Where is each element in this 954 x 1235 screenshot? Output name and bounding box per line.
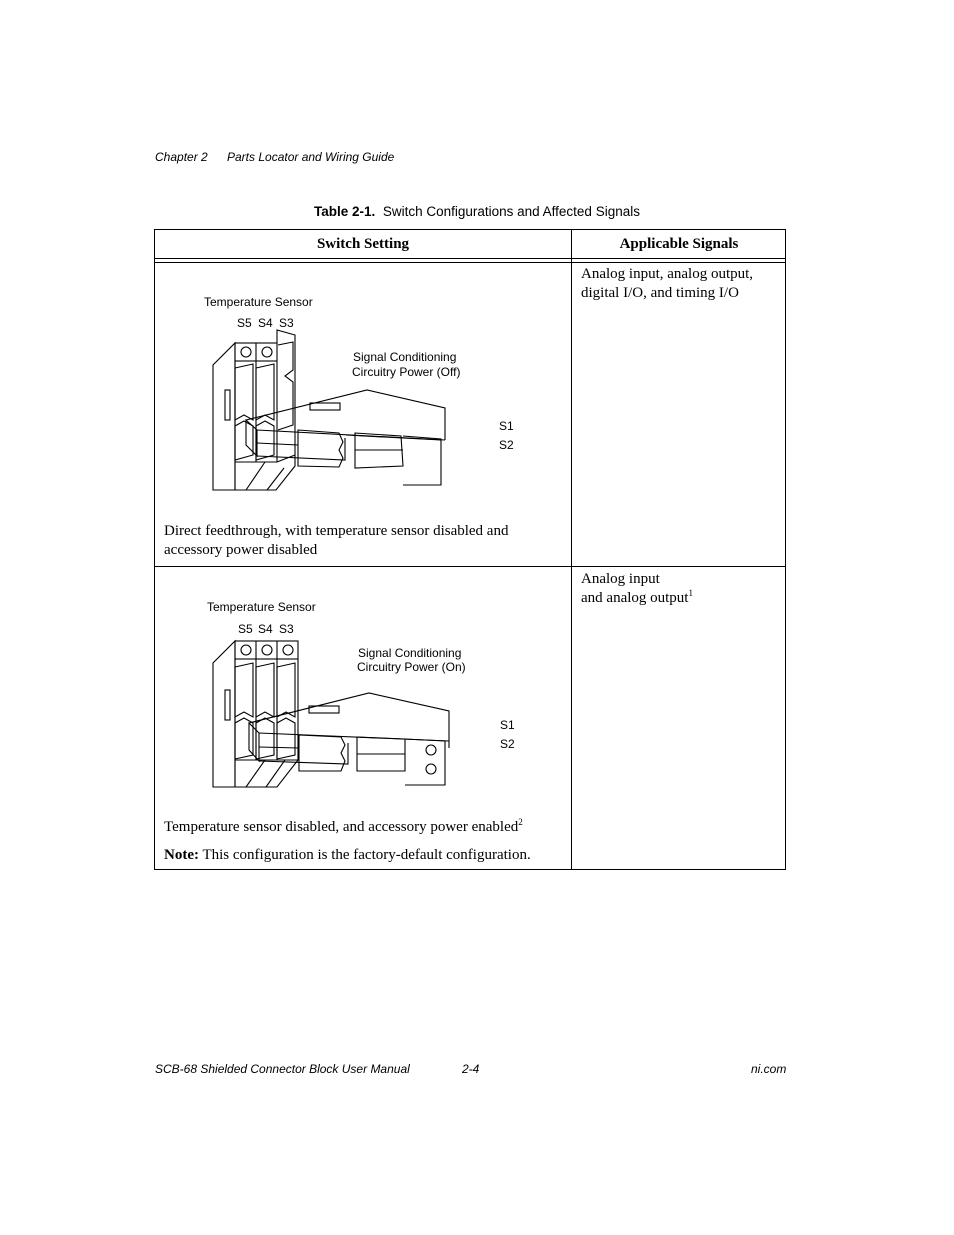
footer-manual: SCB-68 Shielded Connector Block User Manual (155, 1062, 410, 1076)
s1-label: S1 (499, 419, 514, 433)
setting-text-row1 (164, 522, 508, 560)
power-label-line2: Circuitry Power (Off) (352, 365, 461, 379)
signals-row1-line1: Analog input, analog output, (581, 266, 754, 282)
power-label-line1: Signal Conditioning (353, 350, 457, 364)
table-caption (0, 204, 954, 219)
signals-row2-line2: and analog output (581, 590, 689, 606)
row-divider (155, 566, 785, 567)
temp-sensor-label: Temperature Sensor (204, 295, 313, 309)
s2-label-2: S2 (500, 737, 515, 751)
switch-diagram-on (199, 595, 539, 795)
footer-site: ni.com (751, 1062, 787, 1076)
footer-page-number: 2-4 (462, 1062, 480, 1076)
s4-label-2: S4 (258, 622, 273, 636)
s1-label-2: S1 (500, 718, 515, 732)
s3-label: S3 (279, 316, 294, 330)
s5-label: S5 (237, 316, 252, 330)
power-label-2-line1: Signal Conditioning (358, 646, 462, 660)
header-rule-2 (155, 262, 785, 263)
temp-sensor-label-2: Temperature Sensor (207, 600, 316, 614)
caption-text: Switch Configurations and Affected Signals (382, 204, 640, 219)
s2-label: S2 (499, 438, 514, 452)
note-label: Note: (164, 847, 199, 863)
col-header-switch-setting: Switch Setting (316, 236, 410, 252)
col-header-applicable-signals: Applicable Signals (619, 236, 739, 252)
switch-config-table (154, 229, 786, 870)
setting-row1-line1: Direct feedthrough, with temperature sensor disabled and (164, 523, 509, 539)
signals-row1-line2: digital I/O, and timing I/O (581, 285, 739, 301)
signals-row2-footnote: 1 (688, 588, 693, 598)
s5-label-2: S5 (238, 622, 253, 636)
column-divider (571, 230, 572, 869)
signals-row2-line2-wrap (581, 589, 693, 608)
power-label-2-line2: Circuitry Power (On) (357, 660, 466, 674)
caption-label: Table 2-1. (314, 204, 376, 219)
s3-label-2: S3 (279, 622, 294, 636)
setting-row1-line2: accessory power disabled (164, 542, 318, 558)
signals-text-row1 (581, 265, 753, 303)
setting-row2-text: Temperature sensor disabled, and accessory power enabled (164, 819, 519, 835)
setting-text-row2 (164, 818, 523, 837)
header-section: Parts Locator and Wiring Guide (227, 150, 395, 164)
signals-row2-line1: Analog input (581, 571, 660, 587)
note-body: This configuration is the factory-default configuration. (198, 847, 531, 863)
header-rule-1 (155, 258, 785, 259)
s4-label: S4 (258, 316, 273, 330)
switch-diagram-off (195, 290, 535, 495)
note-text (164, 846, 531, 865)
header-chapter: Chapter 2 (155, 150, 208, 164)
setting-row2-footnote: 2 (518, 817, 523, 827)
signals-text-row2 (581, 570, 693, 608)
